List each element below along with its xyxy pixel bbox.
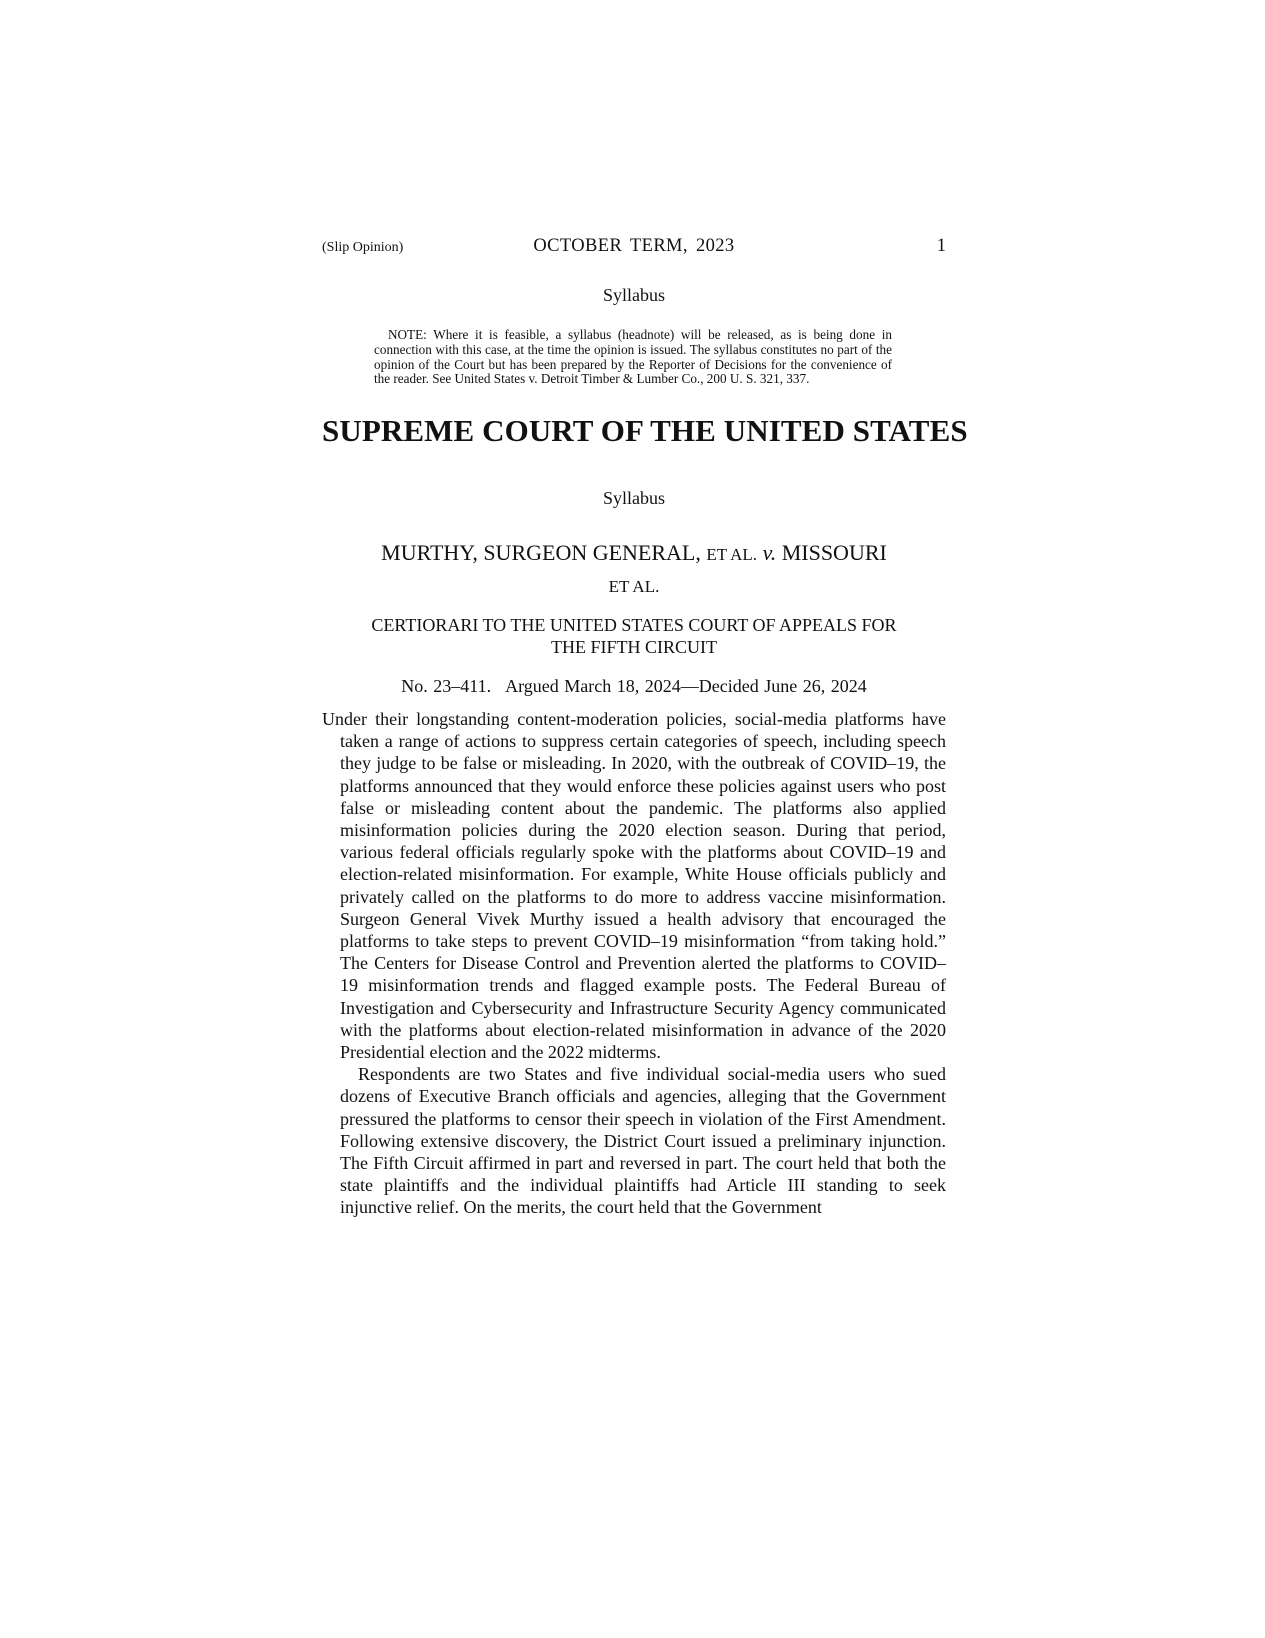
argued-decided-dates: Argued March 18, 2024—Decided June 26, 2024 [505,676,867,696]
docket-line [322,676,946,697]
case-caption [322,538,946,602]
versus-abbrev: v. [762,540,777,565]
syllabus-header-label: Syllabus [602,285,665,305]
running-header [322,236,946,262]
page-number: 1 [936,236,946,256]
syllabus-body [322,708,946,1219]
certiorari-line-2: THE FIFTH CIRCUIT [551,637,717,657]
respondent-name: MISSOURI [781,540,887,565]
court-name: SUPREME COURT OF THE UNITED STATES [322,413,968,448]
syllabus-paragraph-1: Under their longstanding content-moderation policies, social-media platforms have taken a range of actions to suppress certain categories of speech, including speech they judge to be false or misleading. In 2020, with the outbreak of COVID–19, the platforms announced that they would enforce these policies against users who post false or misleading content about the pandemic. The platforms also applied misinformation policies during the 2020 election season. During that period, various federal officials regularly spoke with the platforms about COVID–19 and election-related misinformation. For example, White House officials publicly and privately called on the platforms to do more to address vaccine misinformation. Surgeon General Vivek Murthy issued a health advisory that encouraged the platforms to take steps to prevent COVID–19 misinformation “from taking hold.” The Centers for Disease Control and Prevention alerted the platforms to COVID–19 misinformation trends and flagged example posts. The Federal Bureau of Investigation and Cybersecurity and Infrastructure Security Agency communicated with the platforms about election-related misinformation in advance of the 2020 Presidential election and the 2022 midterms. [322,709,946,1063]
syllabus-paragraph-2: Respondents are two States and five individual social-media users who sued dozens of Executive Branch officials and agencies, alleging that the Government pressured the platforms to censor their speech in violation of the First Amendment. Following extensive discovery, the District Court issued a preliminary injunction. The Fifth Circuit affirmed in part and reversed in part. The court held that both the state plaintiffs and the individual plaintiffs had Article III standing to seek injunctive relief. On the merits, the court held that the Government [340,1064,946,1218]
certiorari-line [322,614,946,658]
syllabus-label: Syllabus [602,488,665,508]
docket-number: No. 23–411. [401,676,492,696]
certiorari-line-1: CERTIORARI TO THE UNITED STATES COURT OF APPEALS FOR [371,615,897,635]
slip-opinion-label: (Slip Opinion) [322,240,404,255]
et-al-respondent: ET AL. [608,577,660,596]
petitioner-name: MURTHY, SURGEON GENERAL, [381,540,701,565]
term-heading: OCTOBER TERM, 2023 [533,236,735,256]
et-al-petitioner: ET AL. [706,545,758,564]
reporter-note [374,328,892,387]
reporter-note-text: NOTE: Where it is feasible, a syllabus (headnote) will be released, as is being done in connection with this case, at the time the opinion is issued. The syllabus constitutes no part of the opinion of the Court but has been prepared by the Reporter of Decisions for the convenience of the reader. See United States v. Detroit Timber & Lumber Co., 200 U. S. 321, 337. [374,327,892,387]
